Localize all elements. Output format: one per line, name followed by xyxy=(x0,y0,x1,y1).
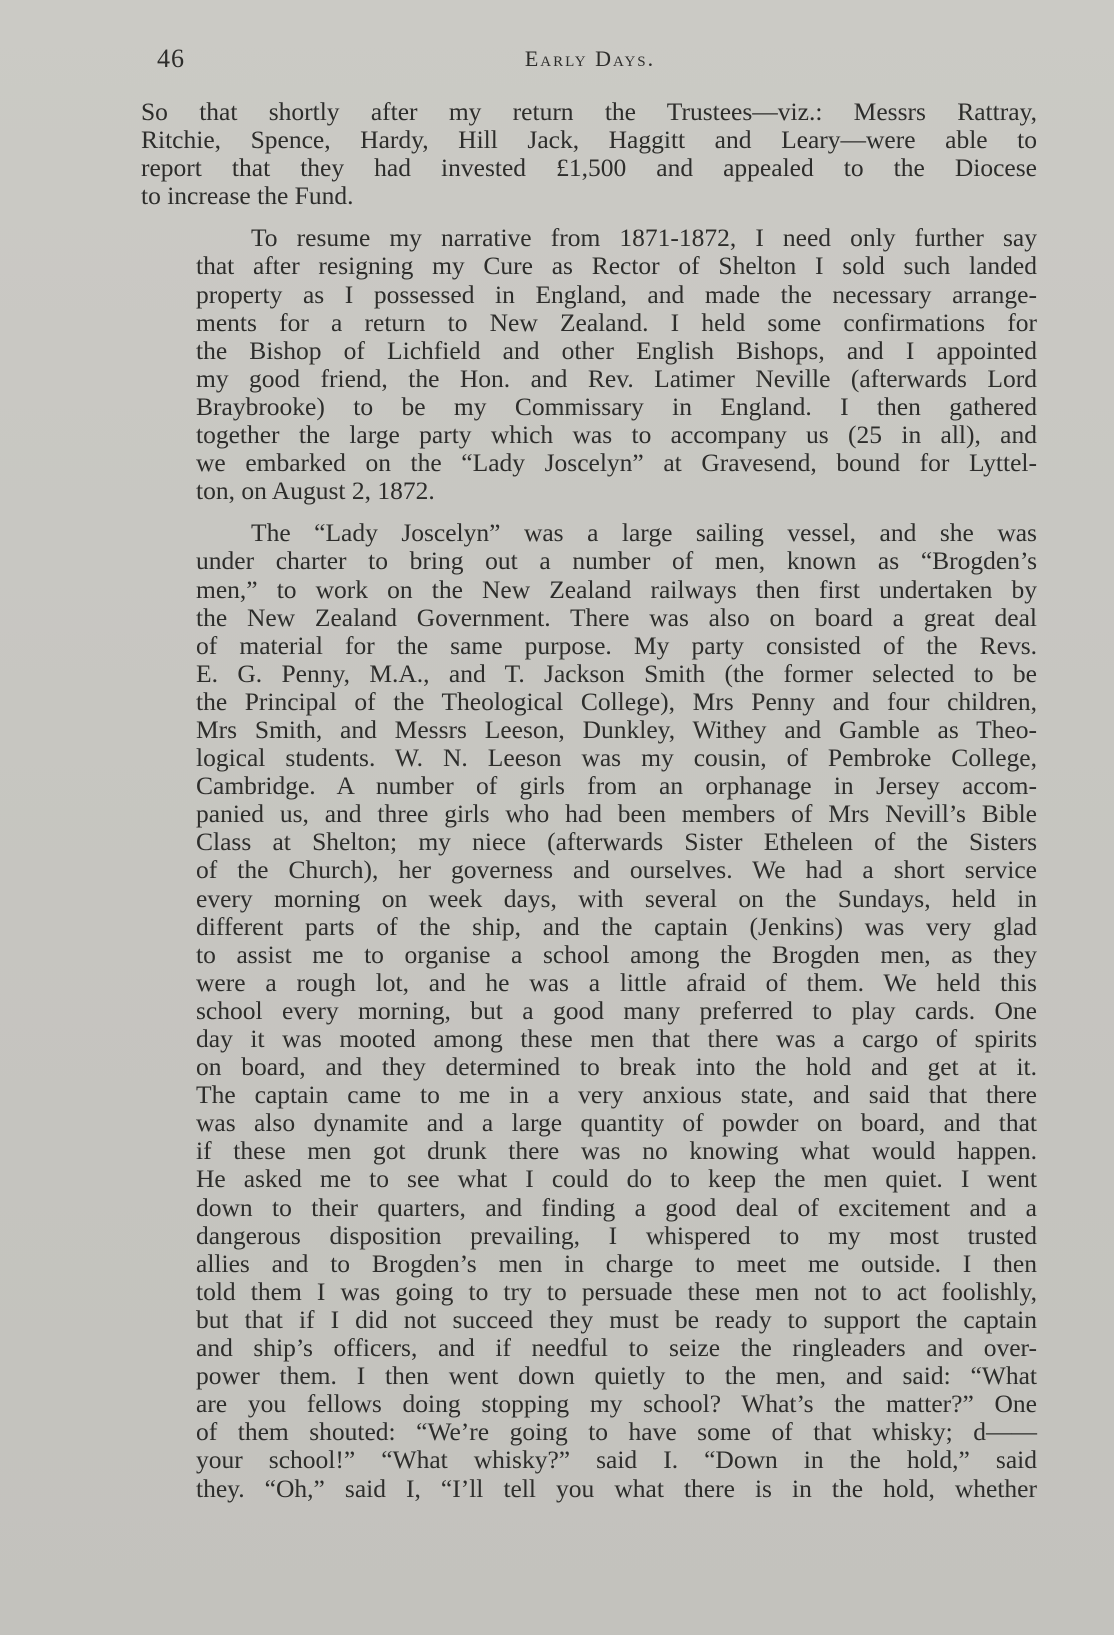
text-line: report that they had invested £1,500 and appealed to the Diocese xyxy=(141,153,1037,183)
text-line: of them shouted: “We’re going to have some of that whisky; d—— xyxy=(196,1417,1037,1447)
text-line: Mrs Smith, and Messrs Leeson, Dunkley, Withey and Gamble as Theo- xyxy=(196,714,1037,744)
text-line: the Principal of the Theological College), Mrs Penny and four children, xyxy=(196,686,1037,716)
text-line: under charter to bring out a number of men, known as “Brogden’s xyxy=(196,546,1037,576)
text-line: my good friend, the Hon. and Rev. Latimer Neville (afterwards Lord xyxy=(196,363,1037,393)
text-line: were a rough lot, and he was a little afraid of them. We held this xyxy=(196,967,1037,997)
text-line: day it was mooted among these men that there was a cargo of spirits xyxy=(196,1024,1037,1053)
text-line: if these men got drunk there was no knowing what would happen. xyxy=(196,1136,1037,1166)
text-line: The captain came to me in a very anxious state, and said that there xyxy=(196,1080,1037,1110)
text-line: to increase the Fund. xyxy=(141,181,354,211)
paragraph xyxy=(141,98,1037,210)
text-line: to assist me to organise a school among the Brogden men, as they xyxy=(196,939,1037,969)
text-line: the New Zealand Government. There was also on board a great deal xyxy=(196,602,1037,632)
text-line: on board, and they determined to break into the hold and get at it. xyxy=(196,1052,1037,1082)
text-line: down to their quarters, and finding a good deal of excitement and a xyxy=(196,1192,1037,1222)
text-line: Braybrooke) to be my Commissary in England. I then gathered xyxy=(196,391,1037,421)
text-line: allies and to Brogden’s men in charge to meet me outside. I then xyxy=(196,1248,1037,1278)
text-line: Ritchie, Spence, Hardy, Hill Jack, Haggitt and Leary—were able to xyxy=(141,125,1037,155)
text-line: logical students. W. N. Leeson was my cousin, of Pembroke College, xyxy=(196,743,1037,773)
text-line: different parts of the ship, and the captain (Jenkins) was very glad xyxy=(196,911,1037,941)
text-line: they. “Oh,” said I, “I’ll tell you what there is in the hold, whether xyxy=(196,1473,1037,1503)
text-line: So that shortly after my return the Trustees—viz.: Messrs Rattray, xyxy=(141,97,1037,126)
running-title: Early Days. xyxy=(524,46,656,71)
text-line: school every morning, but a good many preferred to play cards. One xyxy=(196,995,1037,1025)
paragraph xyxy=(141,224,1037,505)
text-line: ton, on August 2, 1872. xyxy=(196,476,435,506)
text-line: are you fellows doing stopping my school? What’s the matter?” One xyxy=(196,1389,1037,1419)
text-line: panied us, and three girls who had been members of Mrs Nevill’s Bible xyxy=(196,799,1037,829)
page-number: 46 xyxy=(157,44,185,73)
text-line: E. G. Penny, M.A., and T. Jackson Smith (the former selected to be xyxy=(196,658,1037,688)
text-line: To resume my narrative from 1871-1872, I need only further say xyxy=(251,223,1037,253)
text-line: power them. I then went down quietly to the men, and said: “What xyxy=(196,1361,1037,1391)
text-line: ments for a return to New Zealand. I held some confirmations for xyxy=(196,307,1037,337)
text-line: of material for the same purpose. My party consisted of the Revs. xyxy=(196,630,1037,660)
text-line: was also dynamite and a large quantity of powder on board, and that xyxy=(196,1108,1037,1138)
text-line: and ship’s officers, and if needful to seize the ringleaders and over- xyxy=(196,1333,1037,1363)
text-line: every morning on week days, with several on the Sundays, held in xyxy=(196,883,1037,913)
text-line: men,” to work on the New Zealand railways then first undertaken by xyxy=(196,574,1037,604)
text-line: the Bishop of Lichfield and other English Bishops, and I appointed xyxy=(196,335,1037,365)
text-line: He asked me to see what I could do to keep the men quiet. I went xyxy=(196,1164,1037,1194)
text-line: of the Church), her governess and ourselves. We had a short service xyxy=(196,855,1037,885)
text-line: property as I possessed in England, and made the necessary arrange- xyxy=(196,279,1037,309)
text-line: together the large party which was to accompany us (25 in all), and xyxy=(196,420,1037,450)
text-line: we embarked on the “Lady Joscelyn” at Gravesend, bound for Lyttel- xyxy=(196,448,1037,478)
text-line: told them I was going to try to persuade these men not to act foolishly, xyxy=(196,1276,1037,1306)
paragraph xyxy=(141,519,1037,1502)
body-text xyxy=(141,98,1037,1503)
text-line: Class at Shelton; my niece (afterwards Sister Etheleen of the Sisters xyxy=(196,827,1037,857)
text-line: dangerous disposition prevailing, I whispered to my most trusted xyxy=(196,1220,1037,1250)
text-line: your school!” “What whisky?” said I. “Down in the hold,” said xyxy=(196,1445,1037,1475)
text-line: The “Lady Joscelyn” was a large sailing vessel, and she was xyxy=(251,518,1037,548)
text-line: but that if I did not succeed they must be ready to support the captain xyxy=(196,1304,1037,1334)
text-line: Cambridge. A number of girls from an orphanage in Jersey accom- xyxy=(196,771,1037,801)
running-head xyxy=(140,40,1040,76)
text-line: that after resigning my Cure as Rector of Shelton I sold such landed xyxy=(196,251,1037,281)
